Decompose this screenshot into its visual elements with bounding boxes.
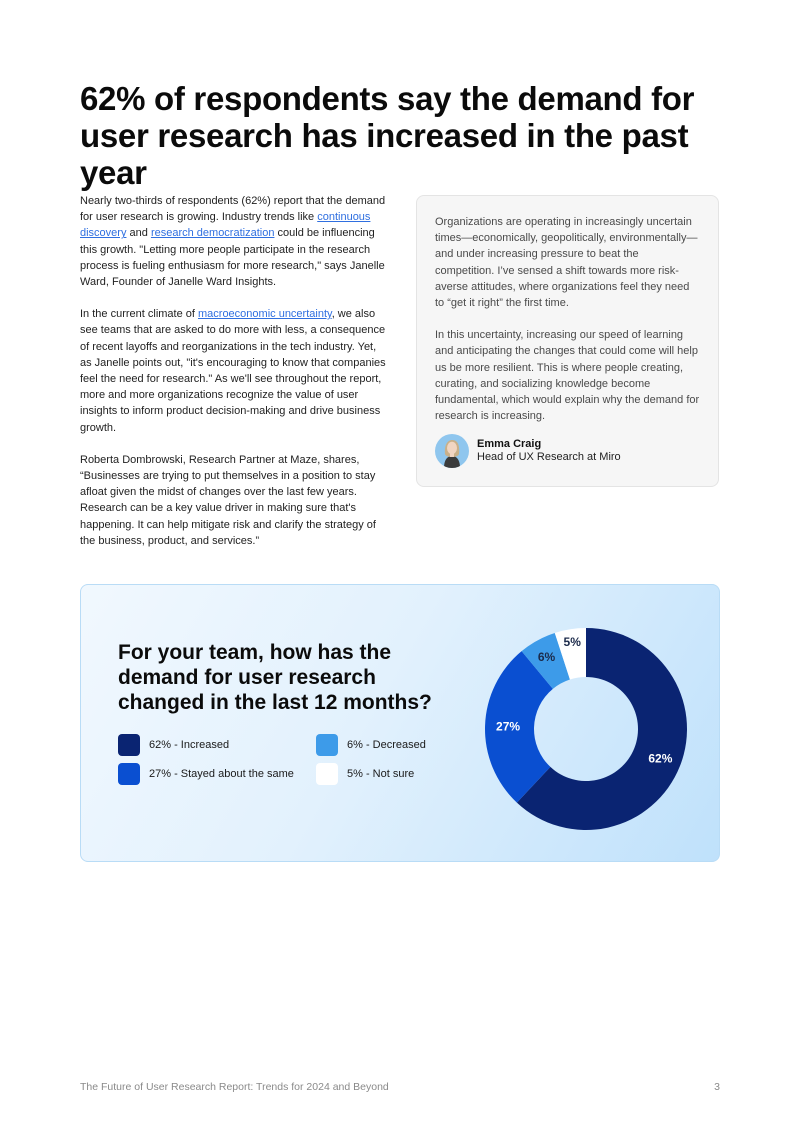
legend-label: 6% - Decreased: [347, 739, 426, 751]
quote-card: [416, 195, 719, 487]
research-democratization-link[interactable]: research democratization: [150, 227, 275, 240]
chart-title: For your team, how has the demand for user research changed in the last 12 months?: [118, 641, 432, 714]
legend-swatch: [316, 734, 338, 756]
quote-author: [435, 434, 621, 468]
author-name: Emma Craig: [477, 438, 542, 450]
donut-label-decreased: 6%: [537, 650, 556, 665]
legend-label: 5% - Not sure: [347, 768, 415, 780]
legend-swatch: [316, 763, 338, 785]
legend-swatch: [118, 734, 140, 756]
body-paragraph-1: [80, 193, 390, 290]
legend-item-stayed-same: [118, 763, 294, 785]
page-title: 62% of respondents say the demand for user research has increased in the past year: [80, 80, 695, 191]
avatar: [435, 434, 469, 468]
footer-title: The Future of User Research Report: Trends for 2024 and Beyond: [80, 1081, 389, 1093]
body-text-span: and: [126, 227, 151, 240]
donut-chart: [476, 619, 696, 839]
donut-label-stayed-same: 27%: [496, 719, 521, 734]
legend-item-increased: [118, 734, 229, 756]
quote-paragraph-1: Organizations are operating in increasingly uncertain times—economically, geopolitically, environmentally—and under increasing pressure to beat the competition. I’ve sensed a shift towards more risk-averse attitudes, where organizations feel they need to “get it right” the first time.: [435, 216, 698, 310]
legend-item-decreased: [316, 734, 426, 756]
body-paragraph-2: [80, 306, 390, 436]
legend-label: 27% - Stayed about the same: [149, 768, 294, 780]
page-number: 3: [714, 1081, 720, 1093]
legend-label: 62% - Increased: [149, 739, 230, 751]
body-paragraph-3: Roberta Dombrowski, Research Partner at Maze, shares, “Businesses are trying to put themselves in a position to stay afloat given the midst of changes over the last few years. Research can be a key value driver in making sure that's happening. It can help mitigate risk and clarify the strategy of the business, product, and services.”: [80, 453, 376, 547]
person-icon: [435, 434, 469, 468]
body-text-span: Nearly two-thirds of respondents (62%) report that the demand for user research is growing. Industry trends like: [80, 195, 386, 224]
author-title: Head of UX Research at Miro: [477, 451, 621, 463]
body-text-span: , we also see teams that are asked to do more with less, a consequence of recent layoffs and reorganizations in the tech industry. Yet, as Janelle points out, "it's encouraging to know that companies feel the need for research." As we'll see throughout the report, more and more organizations recognize the value of user insights to inform product decision-making and drive business growth.: [80, 308, 386, 434]
macroeconomic-uncertainty-link[interactable]: macroeconomic uncertainty: [198, 308, 332, 321]
donut-label-increased: 62%: [648, 751, 673, 766]
legend-swatch: [118, 763, 140, 785]
quote-paragraph-2: In this uncertainty, increasing our speed of learning and anticipating the changes that could come will help us be more resilient. This is where people creating, curating, and socializing knowledge become fundamental, which would explain why the demand for research is increasing.: [435, 329, 700, 423]
chart-card: [80, 584, 720, 862]
legend-item-not-sure: [316, 763, 414, 785]
continuous-discovery-link[interactable]: continuous discovery: [80, 211, 371, 240]
donut-label-not-sure: 5%: [563, 635, 581, 650]
body-text: [80, 193, 390, 565]
body-text-span: In the current climate of: [80, 308, 198, 321]
body-text-span: could be influencing this growth. "Letting more people participate in the research process is fueling enthusiasm for more research," says Janelle Ward, Founder of Janelle Ward Insights.: [80, 227, 385, 289]
